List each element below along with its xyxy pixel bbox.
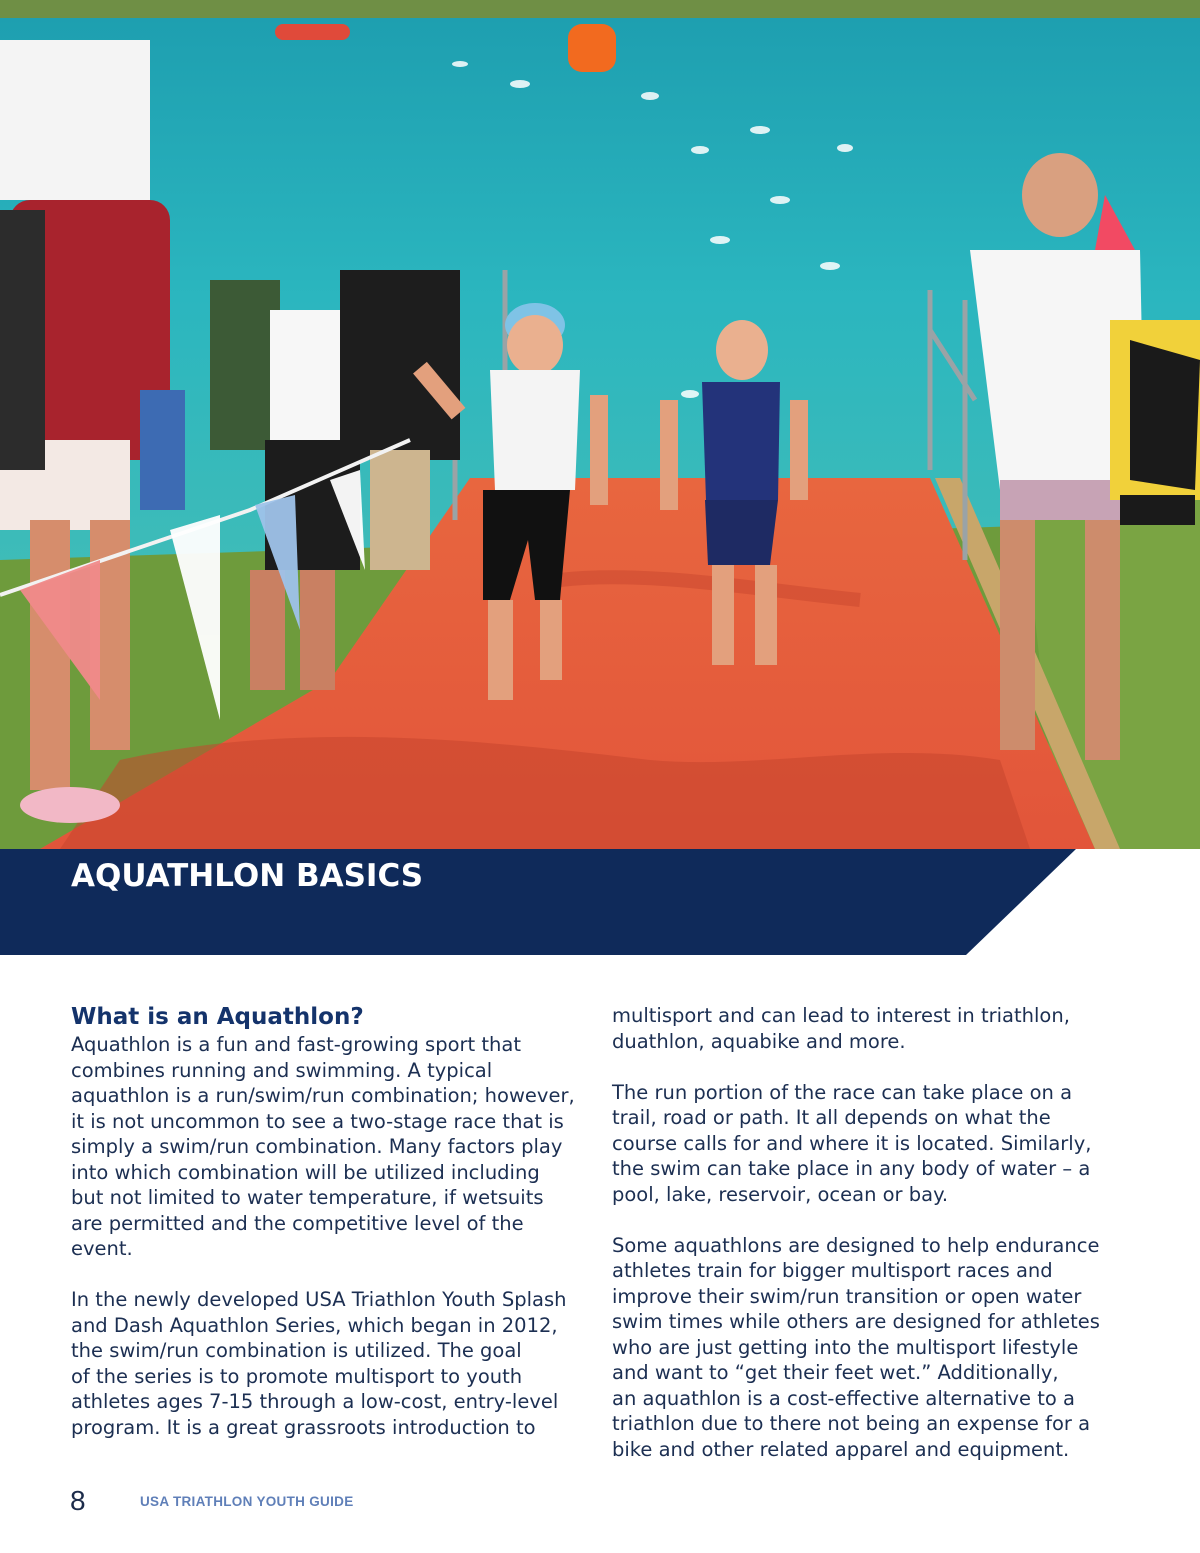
text-line: Aquathlon is a fun and fast-growing sport that [71,1033,521,1056]
text-line: athletes ages 7-15 through a low-cost, entry-level [71,1390,559,1413]
text-line: an aquathlon is a cost-effective alternative to a [612,1386,1075,1410]
text-line: trail, road or path. It all depends on what the [612,1106,1051,1129]
publication-name: USA TRIATHLON YOUTH GUIDE [140,1494,354,1509]
text-line: simply a swim/run combination. Many factors play [71,1135,563,1158]
page-title: AQUATHLON BASICS [71,858,424,894]
text-line: who are just getting into the multisport lifestyle [612,1335,1079,1359]
text-line: bike and other related apparel and equipment. [612,1437,1070,1461]
paragraph [612,1080,1132,1208]
text-line: Some aquathlons are designed to help endurance [612,1233,1100,1257]
text-line: of the series is to promote multisport to youth [71,1364,523,1388]
text-line: improve their swim/run transition or open water [612,1284,1082,1308]
text-line: swim times while others are designed for athletes [612,1310,1100,1333]
text-line: event. [71,1237,133,1260]
text-line: aquathlon is a run/swim/run combination; however, [71,1084,575,1107]
text-line: the swim/run combination is utilized. The goal [71,1339,522,1362]
section-heading: What is an Aquathlon? [71,1004,364,1030]
text-line: but not limited to water temperature, if wetsuits [71,1186,544,1209]
text-line: duathlon, aquabike and more. [612,1029,906,1053]
text-line: athletes train for bigger multisport races and [612,1259,1053,1282]
page-number: 8 [70,1485,86,1516]
text-line: triathlon due to there not being an expense for a [612,1412,1091,1435]
paragraph [71,1287,591,1440]
text-line: In the newly developed USA Triathlon Youth Splash [71,1288,567,1311]
text-line: multisport and can lead to interest in triathlon, [612,1004,1070,1027]
text-line: into which combination will be utilized including [71,1160,540,1184]
text-line: The run portion of the race can take place on a [612,1080,1073,1104]
article-left-column [71,1002,591,1440]
paragraph [71,1032,591,1262]
text-line: combines running and swimming. A typical [71,1058,493,1082]
paragraph [612,1003,1132,1054]
text-line: course calls for and where it is located. Similarly, [612,1131,1092,1155]
text-line: the swim can take place in any body of water – a [612,1157,1091,1180]
text-line: program. It is a great grassroots introduction to [71,1415,536,1439]
text-line: are permitted and the competitive level of the [71,1211,524,1235]
text-line: and want to “get their feet wet.” Additionally, [612,1361,1059,1384]
text-line: and Dash Aquathlon Series, which began in 2012, [71,1313,558,1337]
text-line: it is not uncommon to see a two-stage race that is [71,1109,564,1133]
article-right-column [612,1003,1132,1462]
text-line: pool, lake, reservoir, ocean or bay. [612,1182,949,1206]
paragraph [612,1233,1132,1463]
